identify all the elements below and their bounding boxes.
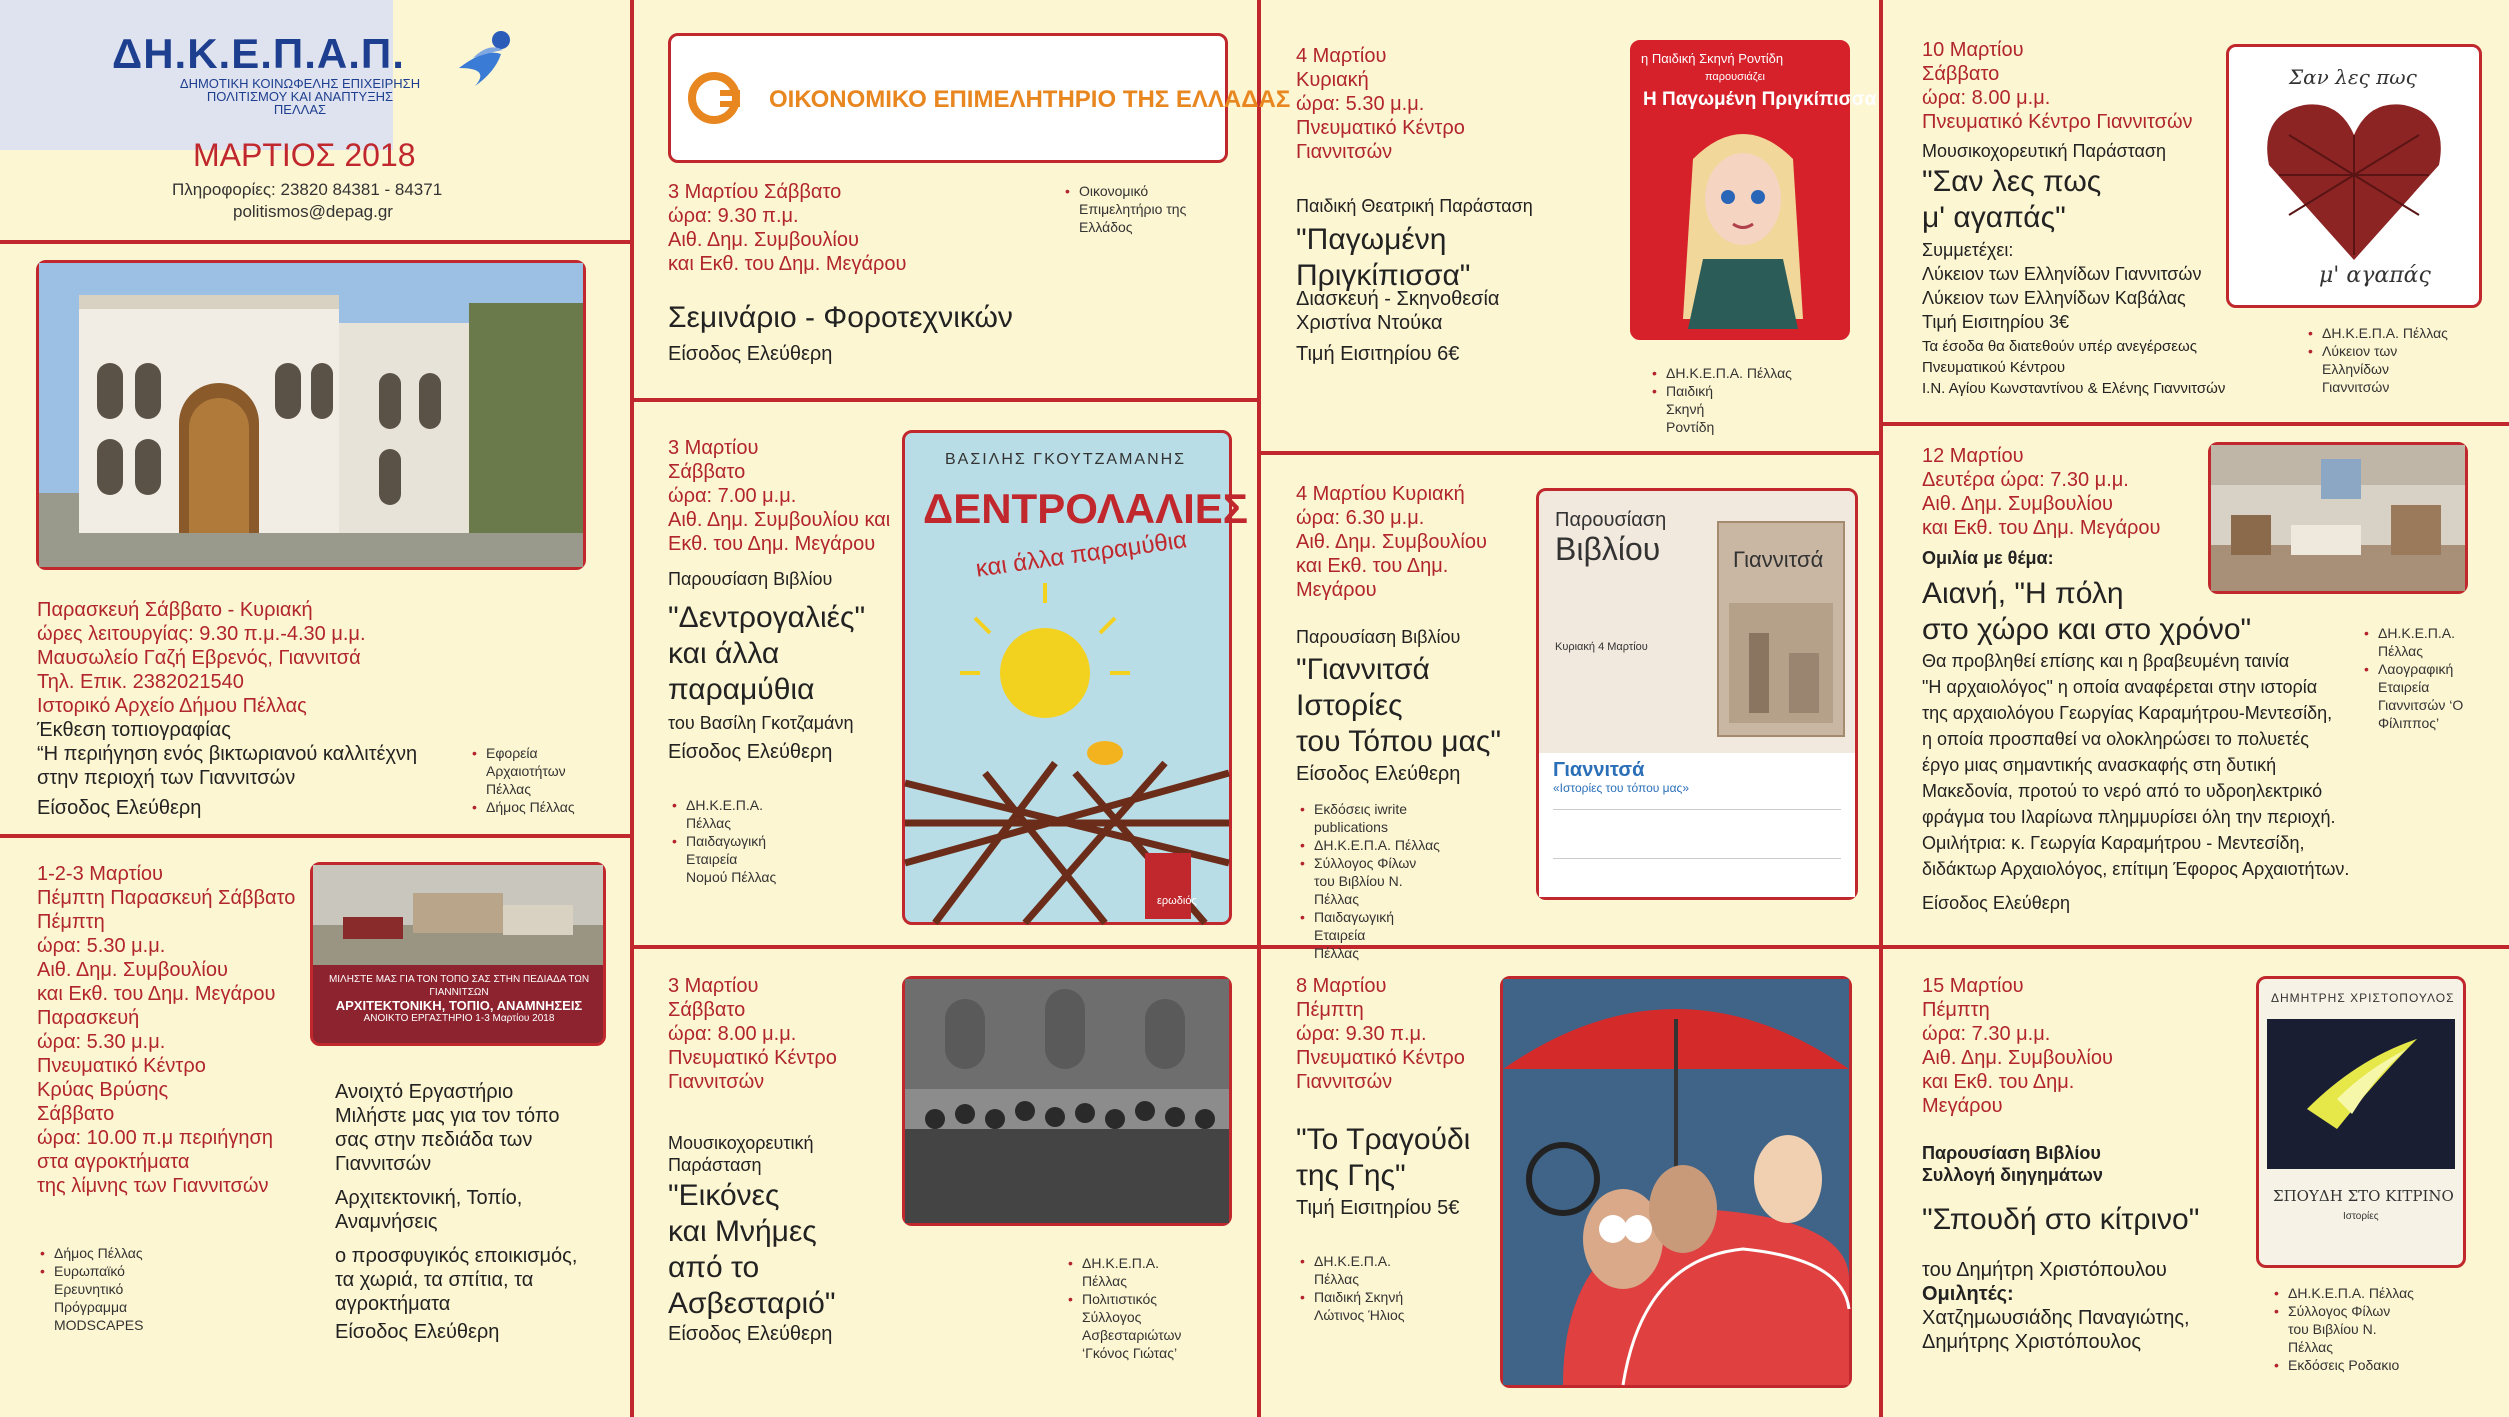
book-author: ΔΗΜΗΤΡΗΣ ΧΡΙΣΤΟΠΟΥΛΟΣ	[2271, 991, 2455, 1005]
event-photo	[310, 862, 606, 1046]
event-1-details: 1-2-3 Μαρτίου Πέμπτη Παρασκευή Σάββατο Πέμπτη ώρα: 5.30 μ.μ. Αιθ. Δημ. Συμβουλίου και Εκθ. του Δημ. Μεγάρου Παρασκευή ώρα: 5.30 μ.μ. Πνευματικό Κέντρο Κρύας Βρύσης Σάββατο ώρα: 10.00 π.μ περιήγηση στα αγροκτήματα της λίμνης των Γιαννιτσών	[37, 863, 296, 1197]
event-0-details: Παρασκευή Σάββατο - Κυριακή ώρες λειτουργίας: 9.30 π.μ.-4.30 μ.μ. Μαυσωλείο Γαζή Εβρενός, Γιαννιτσά Τηλ. Επικ. 2382021540 Ιστορικό Αρχείο Δήμου Πέλλας	[37, 599, 366, 717]
grid-line	[1879, 422, 2509, 426]
sponsor-banner	[668, 33, 1291, 163]
event-5-title: "Παγωμένη Πριγκίπισσα"	[1296, 223, 1471, 292]
event-photo	[1500, 976, 1852, 1388]
poster-presents: παρουσιάζει	[1705, 71, 1765, 83]
phone-info: Πληροφορίες: 23820 84381 - 84371	[172, 180, 443, 199]
book-author: ΒΑΣΙΛΗΣ ΓΚΟΥΤΖΑΜΑΝΗΣ	[945, 451, 1187, 468]
event-7-partners: • ΔΗ.Κ.Ε.Π.Α. Πέλλας • Παιδική Σκηνή Λώτινος Ήλιος	[1300, 1252, 1420, 1324]
event-10-details: 15 Μαρτίου Πέμπτη ώρα: 7.30 μ.μ. Αιθ. Δημ. Συμβουλίου και Εκθ. του Δημ. Μεγάρου	[1922, 975, 2113, 1117]
event-2-partners: • Οικονομικό Επιμελητήριο της Ελλάδος	[1065, 182, 1195, 236]
event-5-price: Τιμή Εισιτηρίου 6€	[1296, 343, 1460, 365]
event-4-title: "Εικόνες και Μνήμες από το Ασβεσταριό"	[668, 1179, 836, 1320]
poster-footer: Γιαννιτσά «Ιστορίες του τόπου μας»	[1539, 753, 1855, 897]
event-5-details: 4 Μαρτίου Κυριακή ώρα: 5.30 μ.μ. Πνευματικό Κέντρο Γιαννιτσών	[1296, 45, 1465, 163]
event-9-entry: Είσοδος Ελεύθερη	[1922, 893, 2070, 913]
event-8-partners: • ΔΗ.Κ.Ε.Π.Α. Πέλλας • Λύκειον των Ελληνίδων Γιαννιτσών	[2308, 324, 2448, 396]
art-bottom: μ' αγαπάς	[2319, 263, 2431, 288]
grid-line	[1257, 0, 1261, 1417]
grid-line	[0, 240, 630, 244]
sponsor-name: ΟΙΚΟΝΟΜΙΚΟ ΕΠΙΜΕΛΗΤΗΡΙΟ ΤΗΣ ΕΛΛΑΔΑΣ	[769, 86, 1291, 113]
poster-book: Γιαννιτσά	[1717, 521, 1845, 737]
email-info: politismos@depag.gr	[233, 202, 393, 221]
event-9-title: Αιανή, "Η πόλη στο χώρο και στο χρόνο"	[1922, 577, 2252, 646]
event-7-price: Τιμή Εισιτηρίου 5€	[1296, 1197, 1460, 1219]
book-subtitle: Ιστορίες	[2343, 1211, 2379, 1222]
theatre-poster	[1630, 40, 1877, 340]
workshop-caption: ΜΙΛΗΣΤΕ ΜΑΣ ΓΙΑ ΤΟΝ ΤΟΠΟ ΣΑΣ ΣΤΗΝ ΠΕΔΙΑΔΑ ΤΩΝ ΓΙΑΝΝΙΤΣΩΝ ΑΡΧΙΤΕΚΤΟΝΙΚΗ, ΤΟΠΙΟ, ΑΝΑΜΝΗΣΕΙΣ ΑΝΟΙΚΤΟ ΕΡΓΑΣΤΗΡΙΟ 1-3 Μαρτίου 2018	[328, 974, 590, 1024]
grid-line	[630, 398, 1257, 402]
event-4-details: 3 Μαρτίου Σάββατο ώρα: 8.00 μ.μ. Πνευματικό Κέντρο Γιαννιτσών	[668, 975, 837, 1093]
grid-line	[1257, 451, 1879, 455]
logo-name: ΔΗ.Κ.Ε.Π.Α.Π.	[112, 30, 405, 77]
event-6-title: "Γιαννιτσά Ιστορίες του Τόπου μας"	[1296, 653, 1502, 758]
event-2-entry: Είσοδος Ελεύθερη	[668, 343, 833, 365]
poster-illustration	[1653, 119, 1833, 329]
heart-illustration	[2259, 95, 2449, 265]
grid-line	[1879, 945, 2509, 949]
art-top: Σαν λες πως	[2289, 65, 2417, 89]
event-3-entry: Είσοδος Ελεύθερη	[668, 741, 833, 763]
event-8-note: Τα έσοδα θα διατεθούν υπέρ ανεγέρσεως Πνευματικού Κέντρου Ι.Ν. Αγίου Κωνσταντίνου & Ελένης Γιαννιτσών	[1922, 338, 2226, 397]
book-subtitle: και άλλα παραμύθια	[974, 526, 1189, 583]
event-8-details: 10 Μαρτίου Σάββατο ώρα: 8.00 μ.μ. Πνευματικό Κέντρο Γιαννιτσών	[1922, 39, 2193, 133]
event-art	[2226, 44, 2482, 308]
event-9-partners: • ΔΗ.Κ.Ε.Π.Α. Πέλλας • Λαογραφική Εταιρεία Γιαννιτσών ‘Ο Φίλιππος’	[2364, 624, 2474, 732]
event-6-entry: Είσοδος Ελεύθερη	[1296, 763, 1461, 785]
sponsor-logo-icon	[686, 68, 746, 128]
logo-subtitle: ΔΗΜΟΤΙΚΗ ΚΟΙΝΩΦΕΛΗΣ ΕΠΙΧΕΙΡΗΣΗ ΠΟΛΙΤΙΣΜΟΥ ΚΑΙ ΑΝΑΠΤΥΞΗΣ ΠΕΛΛΑΣ	[179, 76, 421, 117]
event-1-partners: • Δήμος Πέλλας • Ευρωπαϊκό Ερευνητικό Πρόγραμμα MODSCAPES	[40, 1244, 150, 1334]
poster-title: Η Παγωμένη Πριγκίπισσα	[1643, 89, 1877, 110]
event-5-label: Παιδική Θεατρική Παράσταση	[1296, 196, 1533, 216]
event-0-entry: Είσοδος Ελεύθερη	[37, 797, 202, 819]
event-2-title: Σεμινάριο - Φοροτεχνικών	[668, 301, 1013, 334]
event-9-details: 12 Μαρτίου Δευτέρα ώρα: 7.30 μ.μ. Αιθ. Δημ. Συμβουλίου και Εκθ. του Δημ. Μεγάρου	[1922, 445, 2161, 539]
book-illustration	[2267, 1019, 2455, 1169]
event-10-partners: • ΔΗ.Κ.Ε.Π.Α. Πέλλας • Σύλλογος Φίλων του Βιβλίου Ν. Πέλλας • Εκδόσεις Ροδακιο	[2274, 1284, 2414, 1374]
event-7-details: 8 Μαρτίου Πέμπτη ώρα: 9.30 π.μ. Πνευματικό Κέντρο Γιαννιτσών	[1296, 975, 1465, 1093]
event-3-partners: • ΔΗ.Κ.Ε.Π.Α. Πέλλας • Παιδαγωγική Εταιρεία Νομού Πέλλας	[672, 796, 782, 886]
book-publisher: ερωδιός	[1157, 895, 1197, 907]
poster-line2: Βιβλίου	[1555, 531, 1661, 567]
event-10-body: του Δημήτρη Χριστόπουλου Ομιλητές: Χατζημωυσιάδης Παναγιώτης, Δημήτρης Χριστόπουλος	[1922, 1259, 2190, 1353]
event-7-title: "Το Τραγούδι της Γης"	[1296, 1123, 1471, 1192]
grid-line	[0, 834, 630, 838]
poster-line1: Παρουσίαση	[1555, 509, 1667, 531]
event-1-body: Ανοιχτό Εργαστήριο Μιλήστε μας για τον τόπο σας στην πεδιάδα των Γιαννιτσών Αρχιτεκτονική, Τοπίο, Αναμνήσεις ο προσφυγικός εποικισμός, τα χωριά, τα σπίτια, τα αγροκτήματα	[335, 1081, 578, 1315]
month-title: ΜΑΡΤΙΟΣ 2018	[193, 137, 416, 173]
book-poster	[1536, 488, 1858, 900]
event-9-label: Ομιλία με θέμα:	[1922, 548, 2054, 568]
poster-top: η Παιδική Σκηνή Ροντίδη	[1641, 51, 1784, 66]
event-4-entry: Είσοδος Ελεύθερη	[668, 1323, 833, 1345]
event-8-label: Μουσικοχορευτική Παράσταση	[1922, 141, 2167, 161]
logo-icon	[455, 28, 517, 95]
grid-line	[1879, 0, 1883, 1417]
event-photo	[36, 260, 586, 570]
book-cover	[2256, 976, 2466, 1268]
event-6-partners: • Εκδόσεις iwrite publications • ΔΗ.Κ.Ε.Π.Α. Πέλλας • Σύλλογος Φίλων του Βιβλίου Ν. Πέλλας • Παιδαγωγική Εταιρεία Πέλλας	[1300, 800, 1440, 962]
event-3-title: "Δεντρογαλιές" και άλλα παραμύθια	[668, 601, 866, 706]
event-photo	[902, 976, 1232, 1226]
event-6-label: Παρουσίαση Βιβλίου	[1296, 627, 1461, 647]
event-8-body: Συμμετέχει: Λύκειον των Ελληνίδων Γιαννιτσών Λύκειον των Ελληνίδων Καβάλας Τιμή Εισιτηρίου 3€	[1922, 240, 2202, 332]
event-5-body: Διασκευή - Σκηνοθεσία Χριστίνα Ντούκα	[1296, 288, 1500, 334]
book-illustration	[905, 563, 1229, 923]
event-9-body: Θα προβληθεί επίσης και η βραβευμένη ταινία "Η αρχαιολόγος" η οποία αναφέρεται στην ιστορία της αρχαιολόγου Γεωργίας Καραμήτρου-Μεντεσίδη, η οποία προσπαθεί να ολοκληρώσει το πολυετές έργο μιας σημαντικής ανασκαφής στη δυτική Μακεδονία, προτού το νερό από το υδροηλεκτρικό φράγμα του Ιλαρίωνα πλημμυρίσει όλη την περιοχή. Ομιλήτρια: κ. Γεωργία Καραμήτρου - Μεντεσίδη, διδάκτωρ Αρχαιολόγος, επίτιμη Έφορος Αρχαιοτήτων.	[1922, 651, 2350, 879]
event-1-entry: Είσοδος Ελεύθερη	[335, 1321, 500, 1343]
event-2-details: 3 Μαρτίου Σάββατο ώρα: 9.30 π.μ. Αιθ. Δημ. Συμβουλίου και Εκθ. του Δημ. Μεγάρου	[668, 181, 907, 275]
poster-when: Κυριακή 4 Μαρτίου	[1555, 641, 1648, 653]
event-6-details: 4 Μαρτίου Κυριακή ώρα: 6.30 μ.μ. Αιθ. Δημ. Συμβουλίου και Εκθ. του Δημ. Μεγάρου	[1296, 483, 1487, 601]
event-10-title: "Σπουδή στο κίτρινο"	[1922, 1203, 2200, 1236]
event-3-details: 3 Μαρτίου Σάββατο ώρα: 7.00 μ.μ. Αιθ. Δημ. Συμβουλίου και Εκθ. του Δημ. Μεγάρου	[668, 437, 891, 555]
event-3-label: Παρουσίαση Βιβλίου	[668, 569, 833, 589]
event-3-author: του Βασίλη Γκοτζαμάνη	[668, 713, 854, 733]
event-8-title: "Σαν λες πως μ' αγαπάς"	[1922, 165, 2102, 234]
event-4-partners: • ΔΗ.Κ.Ε.Π.Α. Πέλλας • Πολιτιστικός Σύλλογος Ασβεσταριώτων ‘Γκόνος Γιώτας’	[1068, 1254, 1188, 1362]
event-0-body: Έκθεση τοπιογραφίας “Η περιήγηση ενός βικτωριανού καλλιτέχνη στην περιοχή των Γιαννιτσών	[37, 719, 418, 789]
book-title: ΔΕΝΤΡΟΛΑΛΙΕΣ	[923, 485, 1248, 532]
event-5-partners: • ΔΗ.Κ.Ε.Π.Α. Πέλλας • Παιδική Σκηνή Ροντίδη	[1652, 364, 1792, 436]
grid-line	[630, 0, 634, 1417]
book-title: ΣΠΟΥΔΗ ΣΤΟ ΚΙΤΡΙΝΟ	[2273, 1187, 2454, 1205]
event-4-label: Μουσικοχορευτική Παράσταση	[668, 1133, 814, 1175]
grid-line	[630, 945, 1257, 949]
event-photo	[2208, 442, 2468, 594]
event-0-partners: • Εφορεία Αρχαιοτήτων Πέλλας • Δήμος Πέλλας	[472, 744, 592, 816]
event-10-label: Παρουσίαση Βιβλίου Συλλογή διηγημάτων	[1922, 1143, 2103, 1185]
book-cover	[902, 430, 1248, 925]
